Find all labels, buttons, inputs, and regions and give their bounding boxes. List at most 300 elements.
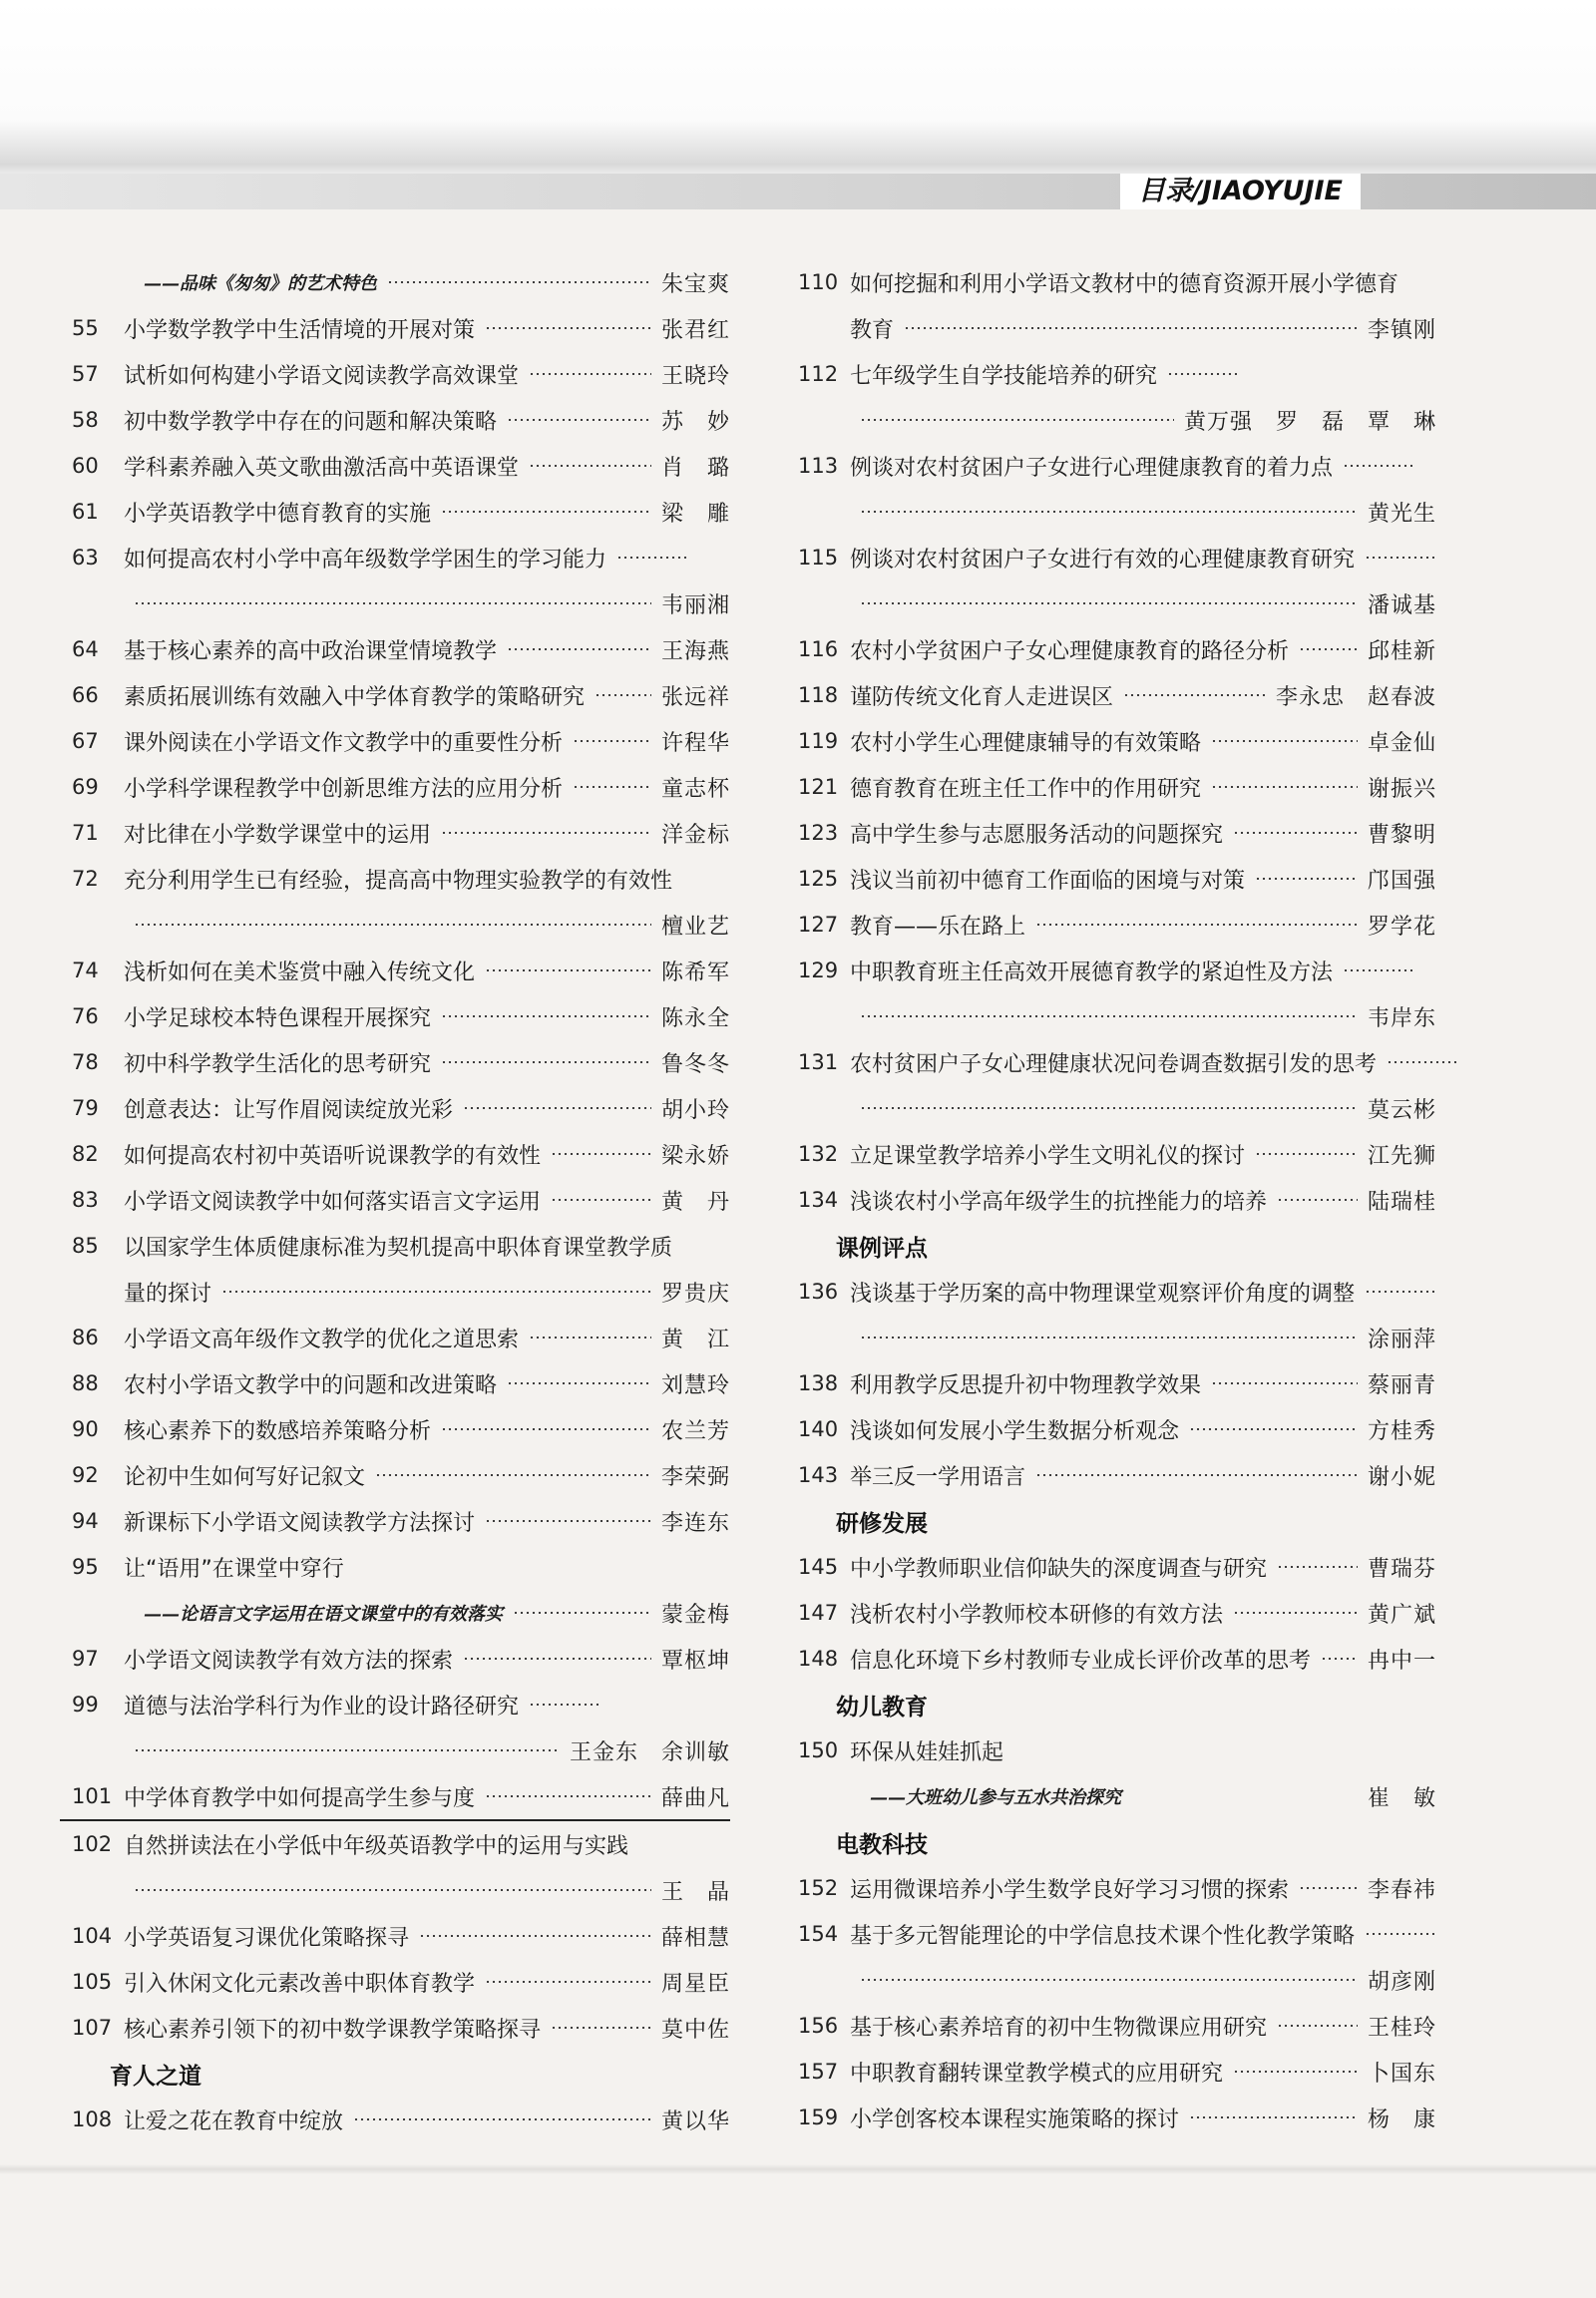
toc-dot-leader: [860, 1107, 1358, 1109]
toc-entry[interactable]: [72, 1223, 730, 1269]
toc-dot-leader: [441, 511, 651, 513]
toc-entry-title: 基于核心素养培育的初中生物微课应用研究: [850, 2015, 1268, 2041]
toc-entry[interactable]: [798, 856, 1436, 902]
toc-entry[interactable]: [798, 351, 1436, 397]
toc-entry-title: 中小学教师职业信仰缺失的深度调查与研究: [850, 1556, 1268, 1582]
toc-entry[interactable]: [72, 1039, 730, 1085]
toc-entry-title: 浅析如何在美术鉴赏中融入传统文化: [124, 959, 476, 985]
toc-entry[interactable]: [72, 626, 730, 672]
toc-entry-author: 黄光生: [1367, 501, 1436, 527]
toc-entry[interactable]: [72, 1727, 730, 1773]
toc-entry[interactable]: [72, 351, 730, 397]
toc-page-number: 140: [798, 1417, 839, 1441]
toc-entry-author: 谢小妮: [1367, 1464, 1436, 1490]
toc-entry[interactable]: [72, 1177, 730, 1223]
toc-entry[interactable]: [72, 1406, 730, 1452]
toc-entry[interactable]: [798, 443, 1436, 489]
toc-entry[interactable]: [798, 672, 1436, 718]
toc-page-number: 104: [72, 1924, 113, 1948]
toc-page-number: 71: [72, 821, 99, 845]
toc-entry[interactable]: [72, 1085, 730, 1131]
toc-entry-title: 例谈对农村贫困户子女进行心理健康教育的着力点: [850, 455, 1334, 481]
toc-entry-title: 试析如何构建小学语文阅读教学高效课堂: [124, 363, 520, 389]
toc-entry-author: 王 晶: [660, 1879, 730, 1905]
toc-entry[interactable]: [798, 2095, 1436, 2140]
toc-dot-leader: [1035, 924, 1358, 926]
page-fold: [0, 2164, 1596, 2174]
toc-entry[interactable]: [72, 489, 730, 535]
toc-entry[interactable]: [72, 443, 730, 489]
toc-entry[interactable]: [798, 1773, 1436, 1819]
toc-entry[interactable]: [798, 397, 1436, 443]
toc-page: [0, 259, 1596, 2154]
toc-page-number: 150: [798, 1738, 839, 1762]
toc-entry[interactable]: [798, 1590, 1436, 1636]
toc-entry-title: 教育: [850, 317, 895, 343]
toc-entry-author: 李连东: [660, 1510, 730, 1536]
toc-entry[interactable]: [72, 856, 730, 902]
toc-dot-leader: [513, 1612, 651, 1614]
toc-dot-leader: [1299, 648, 1358, 650]
toc-entry-title: 如何挖掘和利用小学语文教材中的德育资源开展小学德育: [850, 271, 1399, 297]
toc-entry[interactable]: [72, 535, 730, 580]
toc-entry-author: 冉中一: [1367, 1648, 1436, 1674]
toc-dot-leader: [1343, 969, 1412, 971]
toc-dot-leader: [860, 602, 1358, 604]
toc-entry[interactable]: [798, 1544, 1436, 1590]
toc-entry-author: 朱宝爽: [660, 271, 730, 297]
toc-entry[interactable]: [798, 902, 1436, 948]
toc-entry[interactable]: [72, 1682, 730, 1727]
toc-entry-author: 曹瑞芬: [1367, 1556, 1436, 1582]
toc-page-number: 110: [798, 270, 839, 294]
toc-page-number: 97: [72, 1647, 99, 1671]
toc-page-number: 147: [798, 1601, 839, 1625]
toc-page-number: 136: [798, 1280, 839, 1304]
toc-page-number: 152: [798, 1876, 839, 1900]
toc-page-number: 125: [798, 867, 839, 891]
toc-entry[interactable]: [798, 1085, 1436, 1131]
toc-entry-author: 梁永娇: [660, 1143, 730, 1169]
toc-page-number: 92: [72, 1463, 99, 1487]
toc-entry-title: 量的探讨: [124, 1281, 212, 1307]
toc-entry-author: 李春祎: [1367, 1877, 1436, 1903]
toc-page-number: 119: [798, 729, 839, 753]
toc-entry-author: 刘慧玲: [660, 1372, 730, 1398]
toc-entry-title: 利用教学反思提升初中物理教学效果: [850, 1372, 1202, 1398]
toc-entry[interactable]: [72, 1636, 730, 1682]
toc-page-number: 131: [798, 1050, 839, 1074]
toc-page-number: 159: [798, 2106, 839, 2129]
toc-page-number: 112: [798, 362, 839, 386]
toc-page-number: 148: [798, 1647, 839, 1671]
toc-entry-author: 蒙金梅: [660, 1602, 730, 1628]
toc-entry-author: 方桂秀: [1367, 1418, 1436, 1444]
toc-page-number: 67: [72, 729, 99, 753]
toc-page-number: 156: [798, 2014, 839, 2038]
toc-entry-author: 薛相慧: [660, 1925, 730, 1951]
toc-entry-author: 曹黎明: [1367, 822, 1436, 848]
toc-dot-leader: [1365, 557, 1434, 559]
toc-left-column: [72, 259, 730, 2142]
toc-dot-leader: [507, 419, 651, 421]
toc-page-number: 134: [798, 1188, 839, 1212]
toc-entry-author: 王海燕: [660, 638, 730, 664]
toc-dot-leader: [441, 1015, 651, 1017]
toc-entry-author: 卓金仙: [1367, 730, 1436, 756]
toc-page-number: 61: [72, 500, 99, 524]
toc-entry-title: 如何提高农村初中英语听说课教学的有效性: [124, 1143, 542, 1169]
toc-entry[interactable]: [72, 810, 730, 856]
toc-dot-leader: [1277, 1199, 1358, 1201]
toc-page-number: 138: [798, 1371, 839, 1395]
toc-entry-author: 肖 璐: [660, 455, 730, 481]
toc-entry[interactable]: [72, 1913, 730, 1959]
toc-entry[interactable]: [798, 718, 1436, 764]
toc-entry-author: 莫中佐: [660, 2017, 730, 2043]
toc-entry-author: 农兰芳: [660, 1418, 730, 1444]
toc-entry[interactable]: [798, 1727, 1436, 1773]
toc-entry[interactable]: [798, 1957, 1436, 2003]
toc-page-number: 90: [72, 1417, 99, 1441]
toc-page-number: 60: [72, 454, 99, 478]
toc-entry[interactable]: [72, 1131, 730, 1177]
toc-entry-title: 教育——乐在路上: [850, 914, 1026, 940]
toc-entry-author: 黄以华: [660, 2108, 730, 2134]
toc-entry[interactable]: [72, 993, 730, 1039]
toc-dot-leader: [221, 1291, 651, 1293]
toc-dot-leader: [1189, 2116, 1358, 2118]
toc-entry[interactable]: [72, 2005, 730, 2051]
toc-entry[interactable]: [72, 1315, 730, 1360]
toc-dot-leader: [529, 465, 651, 467]
toc-entry[interactable]: [72, 259, 730, 305]
toc-entry-author: 陈永全: [660, 1005, 730, 1031]
toc-dot-leader: [1167, 373, 1237, 375]
toc-entry-author: 童志杯: [660, 776, 730, 802]
toc-dot-leader: [507, 648, 651, 650]
toc-dot-leader: [1277, 2025, 1358, 2027]
toc-entry[interactable]: [72, 1590, 730, 1636]
toc-dot-leader: [1255, 1153, 1358, 1155]
toc-dot-leader: [860, 1015, 1358, 1017]
toc-dot-leader: [860, 419, 1174, 421]
toc-page-number: 123: [798, 821, 839, 845]
toc-entry-title: 创意表达：让写作眉阅读绽放光彩: [124, 1097, 454, 1123]
toc-entry[interactable]: [72, 1544, 730, 1590]
toc-page-number: 116: [798, 637, 839, 661]
toc-entry-author: 罗贵庆: [660, 1281, 730, 1307]
toc-entry-author: 胡彦刚: [1367, 1969, 1436, 1995]
toc-dot-leader: [1233, 2071, 1358, 2073]
toc-entry[interactable]: [72, 718, 730, 764]
toc-entry[interactable]: [798, 305, 1436, 351]
toc-entry[interactable]: [798, 1452, 1436, 1498]
toc-entry[interactable]: [798, 1269, 1436, 1315]
toc-page-number: 101: [72, 1784, 113, 1808]
toc-dot-leader: [419, 1935, 651, 1937]
toc-entry-author: 王桂玲: [1367, 2015, 1436, 2041]
toc-dot-leader: [860, 1979, 1358, 1981]
toc-entry[interactable]: [798, 1406, 1436, 1452]
toc-page-number: 64: [72, 637, 99, 661]
toc-page-number: 99: [72, 1693, 99, 1717]
toc-dot-leader: [573, 740, 651, 742]
toc-entry[interactable]: [798, 1636, 1436, 1682]
toc-entry-author: 卜国东: [1367, 2061, 1436, 2087]
toc-entry[interactable]: [72, 580, 730, 626]
toc-entry-title: 初中科学教学生活化的思考研究: [124, 1051, 432, 1077]
toc-entry[interactable]: [798, 2003, 1436, 2049]
toc-entry[interactable]: [72, 902, 730, 948]
toc-entry[interactable]: [798, 259, 1436, 305]
toc-page-number: 83: [72, 1188, 99, 1212]
toc-entry-author: 张远祥: [660, 684, 730, 710]
toc-dot-leader: [1255, 878, 1358, 880]
toc-entry[interactable]: [72, 1360, 730, 1406]
toc-entry[interactable]: [798, 1131, 1436, 1177]
toc-page-number: 95: [72, 1555, 99, 1579]
toc-dot-leader: [551, 2027, 651, 2029]
toc-dot-leader: [134, 924, 651, 926]
toc-entry-title: 引入休闲文化元素改善中职体育教学: [124, 1971, 476, 1997]
section-title: 目录/JIAOYUJIE: [1120, 174, 1361, 209]
toc-entry-author: 蔡丽青: [1367, 1372, 1436, 1398]
toc-page-number: 85: [72, 1234, 99, 1258]
toc-entry-author: 邱桂新: [1367, 638, 1436, 664]
toc-entry[interactable]: [798, 810, 1436, 856]
toc-entry-title: ——大班幼儿参与五水共治探究: [870, 1787, 1121, 1808]
toc-entry-author: 崔 敏: [1367, 1785, 1436, 1811]
toc-page-number: 129: [798, 958, 839, 982]
toc-dot-leader: [485, 1981, 651, 1983]
toc-entry-title: 中职教育班主任高效开展德育教学的紧迫性及方法: [850, 959, 1334, 985]
toc-page-number: 105: [72, 1970, 113, 1994]
toc-page-number: 74: [72, 958, 99, 982]
toc-entry-author: 梁 雕: [660, 501, 730, 527]
toc-dot-leader: [904, 327, 1358, 329]
toc-entry-title: 农村小学贫困户子女心理健康教育的路径分析: [850, 638, 1290, 664]
toc-entry-title: 德育教育在班主任工作中的作用研究: [850, 776, 1202, 802]
toc-dot-leader: [485, 1520, 651, 1522]
toc-entry-author: 黄 丹: [660, 1189, 730, 1215]
toc-dot-leader: [595, 694, 651, 696]
toc-entry-author: 鲁冬冬: [660, 1051, 730, 1077]
toc-entry-title: 道德与法治学科行为作业的设计路径研究: [124, 1694, 520, 1720]
toc-dot-leader: [1211, 740, 1358, 742]
toc-entry-title: 让“语用”在课堂中穿行: [124, 1556, 344, 1582]
toc-right-column: [798, 259, 1436, 2140]
toc-dot-leader: [134, 602, 651, 604]
toc-entry[interactable]: [798, 580, 1436, 626]
toc-entry[interactable]: [798, 1911, 1436, 1957]
toc-entry-author: 陈希军: [660, 959, 730, 985]
toc-entry-author: 覃枢坤: [660, 1648, 730, 1674]
toc-dot-leader: [1365, 1933, 1434, 1935]
toc-entry-author: 江先狮: [1367, 1143, 1436, 1169]
toc-page-number: 63: [72, 546, 99, 570]
toc-entry-author: 檀业艺: [660, 914, 730, 940]
toc-entry-title: 农村小学生心理健康辅导的有效策略: [850, 730, 1202, 756]
toc-entry-author: 韦丽湘: [660, 592, 730, 618]
toc-entry-title: 论初中生如何写好记叙文: [124, 1464, 366, 1490]
toc-entry[interactable]: [798, 1865, 1436, 1911]
toc-entry-title: ——论语言文字运用在语文课堂中的有效落实: [144, 1604, 503, 1625]
toc-entry-title: 小学数学教学中生活情境的开展对策: [124, 317, 476, 343]
toc-dot-leader: [551, 1153, 651, 1155]
toc-entry[interactable]: [798, 2049, 1436, 2095]
toc-entry-author: 王晓玲: [660, 363, 730, 389]
toc-entry[interactable]: [72, 397, 730, 443]
toc-entry-author: 韦岸东: [1367, 1005, 1436, 1031]
toc-dot-leader: [551, 1199, 651, 1201]
toc-entry-title: 如何提高农村小学中高年级数学学困生的学习能力: [124, 547, 607, 573]
toc-entry[interactable]: [798, 626, 1436, 672]
toc-dot-leader: [441, 1061, 651, 1063]
toc-dot-leader: [485, 1795, 651, 1797]
toc-page-number: 154: [798, 1922, 839, 1946]
toc-page-number: 76: [72, 1004, 99, 1028]
toc-entry[interactable]: [72, 305, 730, 351]
toc-page-number: 145: [798, 1555, 839, 1579]
toc-dot-leader: [134, 1749, 560, 1751]
toc-dot-leader: [1189, 1428, 1358, 1430]
toc-entry[interactable]: [72, 2097, 730, 2142]
toc-dot-leader: [529, 1337, 651, 1339]
toc-entry[interactable]: [798, 489, 1436, 535]
toc-entry[interactable]: [72, 1269, 730, 1315]
toc-dot-leader: [375, 1474, 651, 1476]
toc-dot-leader: [1343, 465, 1412, 467]
toc-page-number: 108: [72, 2107, 113, 2131]
toc-entry-title: 小学足球校本特色课程开展探究: [124, 1005, 432, 1031]
toc-page-number: 55: [72, 316, 99, 340]
toc-dot-leader: [573, 786, 651, 788]
toc-entry-title: 素质拓展训练有效融入中学体育教学的策略研究: [124, 684, 586, 710]
toc-entry[interactable]: [72, 1452, 730, 1498]
toc-dot-leader: [485, 327, 651, 329]
toc-entry[interactable]: [72, 948, 730, 993]
toc-entry-title: 中职教育翻转课堂教学模式的应用研究: [850, 2061, 1224, 2087]
toc-entry-title: 小学语文高年级作文教学的优化之道思索: [124, 1327, 520, 1352]
toc-section-heading: 研修发展: [836, 1510, 928, 1537]
toc-entry-title: 自然拼读法在小学低中年级英语教学中的运用与实践: [124, 1833, 629, 1859]
toc-entry-title: 学科素养融入英文歌曲激活高中英语课堂: [124, 455, 520, 481]
toc-dot-leader: [134, 1889, 651, 1891]
toc-entry[interactable]: [72, 672, 730, 718]
toc-entry[interactable]: [72, 1498, 730, 1544]
toc-dot-leader: [1365, 1291, 1434, 1293]
toc-entry-author: 李镇刚: [1367, 317, 1436, 343]
toc-page-number: 143: [798, 1463, 839, 1487]
toc-entry-author: 杨 康: [1367, 2106, 1436, 2132]
toc-entry-title: 小学语文阅读教学中如何落实语言文字运用: [124, 1189, 542, 1215]
toc-page-number: 69: [72, 775, 99, 799]
toc-page-number: 118: [798, 683, 839, 707]
toc-entry[interactable]: [798, 948, 1436, 993]
toc-page-number: 58: [72, 408, 99, 432]
toc-entry-author: 李荣弼: [660, 1464, 730, 1490]
toc-dot-leader: [1233, 1612, 1358, 1614]
toc-entry-title: 环保从娃娃抓起: [850, 1739, 1004, 1765]
toc-entry-author: 罗学花: [1367, 914, 1436, 940]
toc-page-number: 157: [798, 2060, 839, 2084]
toc-dot-leader: [860, 511, 1358, 513]
toc-dot-leader: [1211, 786, 1358, 788]
toc-page-number: 86: [72, 1326, 99, 1349]
toc-entry-author: 张君红: [660, 317, 730, 343]
toc-dot-leader: [1299, 1887, 1358, 1889]
toc-dot-leader: [1035, 1474, 1358, 1476]
toc-entry-title: 七年级学生自学技能培养的研究: [850, 363, 1158, 389]
toc-entry-title: 浅议当前初中德育工作面临的困境与对策: [850, 868, 1246, 894]
toc-page-number: 66: [72, 683, 99, 707]
toc-page-number: 113: [798, 454, 839, 478]
toc-entry-title: 小学英语复习课优化策略探寻: [124, 1925, 410, 1951]
toc-entry[interactable]: [72, 764, 730, 810]
toc-entry-title: 以国家学生体质健康标准为契机提高中职体育课堂教学质: [124, 1235, 673, 1261]
toc-entry-author: 涂丽萍: [1367, 1327, 1436, 1352]
toc-entry[interactable]: [798, 764, 1436, 810]
toc-entry-title: 核心素养下的数感培养策略分析: [124, 1418, 432, 1444]
toc-entry-title: 基于核心素养的高中政治课堂情境教学: [124, 638, 498, 664]
toc-entry[interactable]: [798, 1315, 1436, 1360]
toc-entry[interactable]: [72, 1867, 730, 1913]
toc-page-number: 72: [72, 867, 99, 891]
toc-entry-author: 周星臣: [660, 1971, 730, 1997]
toc-section-heading: 幼儿教育: [836, 1694, 928, 1721]
toc-entry-title: 课外阅读在小学语文作文教学中的重要性分析: [124, 730, 564, 756]
toc-entry[interactable]: [72, 1773, 730, 1819]
toc-entry-title: 农村贫困户子女心理健康状况问卷调查数据引发的思考: [850, 1051, 1378, 1077]
toc-entry[interactable]: [72, 1821, 730, 1867]
toc-entry-author: 黄万强 罗 磊 覃 琳: [1183, 409, 1436, 435]
toc-entry-title: 浅谈农村小学高年级学生的抗挫能力的培养: [850, 1189, 1268, 1215]
toc-page-number: 115: [798, 546, 839, 570]
toc-dot-leader: [1387, 1061, 1456, 1063]
toc-page-number: 78: [72, 1050, 99, 1074]
toc-dot-leader: [1321, 1658, 1358, 1660]
toc-entry[interactable]: [798, 1360, 1436, 1406]
toc-entry-author: 黄 江: [660, 1327, 730, 1352]
toc-entry[interactable]: [798, 1177, 1436, 1223]
toc-entry[interactable]: [798, 535, 1436, 580]
toc-page-number: 79: [72, 1096, 99, 1120]
toc-entry-title: 新课标下小学语文阅读教学方法探讨: [124, 1510, 476, 1536]
toc-section-heading: 课例评点: [836, 1235, 928, 1262]
toc-page-number: 107: [72, 2016, 113, 2040]
page-top-shadow: [0, 0, 1596, 175]
toc-entry[interactable]: [798, 1039, 1436, 1085]
toc-dot-leader: [860, 1337, 1358, 1339]
toc-entry-title: 信息化环境下乡村教师专业成长评价改革的思考: [850, 1648, 1312, 1674]
toc-dot-leader: [1233, 832, 1358, 834]
toc-entry-title: 高中学生参与志愿服务活动的问题探究: [850, 822, 1224, 848]
toc-page-number: 94: [72, 1509, 99, 1533]
toc-dot-leader: [353, 2118, 651, 2120]
toc-entry-title: 立足课堂教学培养小学生文明礼仪的探讨: [850, 1143, 1246, 1169]
toc-entry-title: 浅析农村小学教师校本研修的有效方法: [850, 1602, 1224, 1628]
toc-entry-title: 浅谈基于学历案的高中物理课堂观察评价角度的调整: [850, 1281, 1356, 1307]
toc-dot-leader: [529, 373, 651, 375]
toc-entry[interactable]: [798, 993, 1436, 1039]
toc-entry-author: 王金东 余训敏: [569, 1739, 730, 1765]
toc-entry[interactable]: [72, 1959, 730, 2005]
toc-page-number: 88: [72, 1371, 99, 1395]
toc-entry-title: 谨防传统文化育人走进误区: [850, 684, 1114, 710]
toc-entry-author: 苏 妙: [660, 409, 730, 435]
toc-entry-title: 小学创客校本课程实施策略的探讨: [850, 2106, 1180, 2132]
